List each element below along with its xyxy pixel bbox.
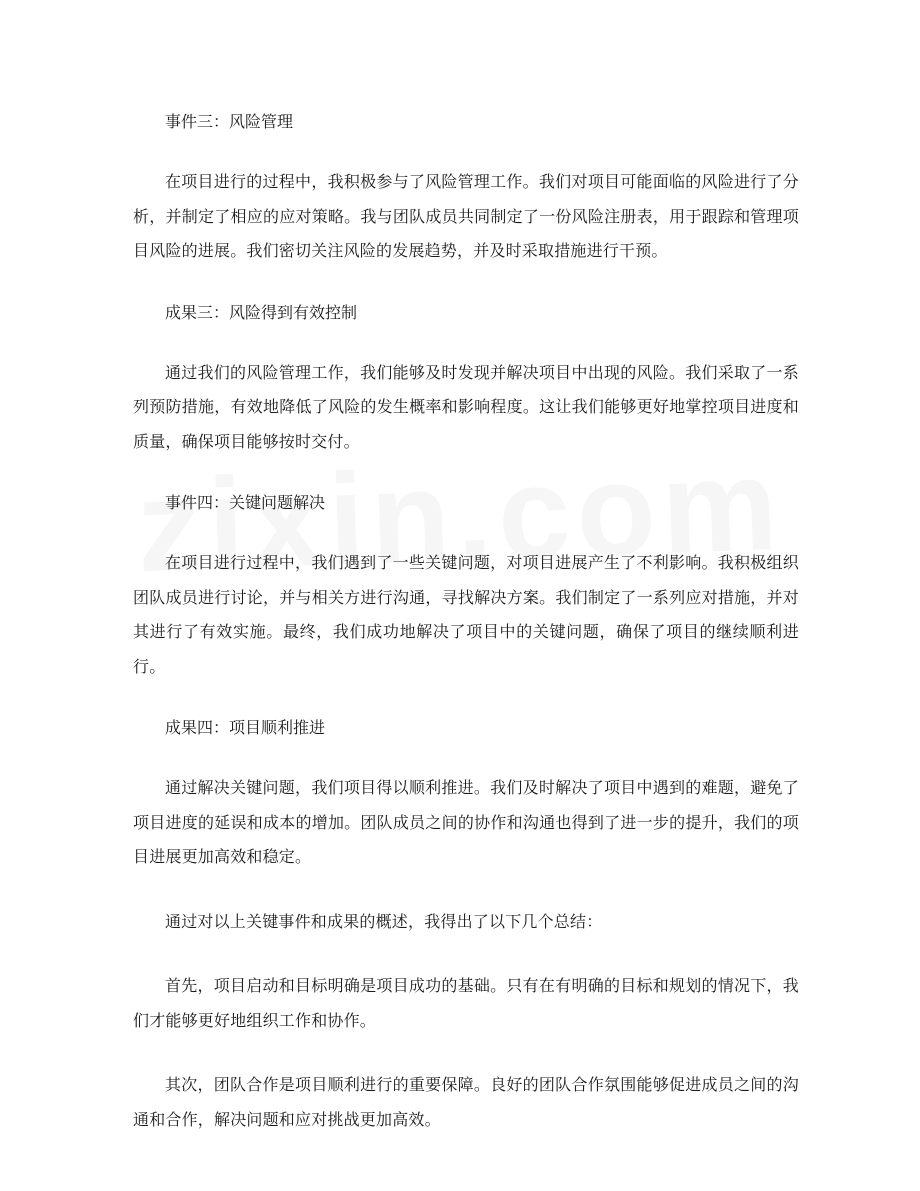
section-heading-event-3: 事件三：风险管理 — [165, 112, 294, 131]
section-heading-result-3: 成果三：风险得到有效控制 — [165, 302, 358, 322]
paragraph-result-3: 通过我们的风险管理工作，我们能够及时发现并解决项目中出现的风险。我们采取了一系列预防措施，有效地降低了风险的发生概率和影响程度。这让我们能够更好地掌控项目进度和质量，确保项目能够按时交付。 — [133, 362, 799, 451]
section-heading-event-4: 事件四：关键问题解决 — [165, 493, 326, 512]
document-body — [133, 107, 799, 1137]
paragraph-summary-intro: 通过对以上关键事件和成果的概述，我得出了以下几个总结： — [165, 911, 603, 931]
paragraph-summary-second: 其次，团队合作是项目顺利进行的重要保障。良好的团队合作氛围能够促进成员之间的沟通和合作，解决问题和应对挑战更加高效。 — [133, 1075, 799, 1129]
section-heading-result-4: 成果四：项目顺利推进 — [165, 718, 326, 737]
paragraph-result-4: 通过解决关键问题，我们项目得以顺利推进。我们及时解决了项目中遇到的难题，避免了项目进度的延误和成本的增加。团队成员之间的协作和沟通也得到了进一步的提升，我们的项目进展更加高效和稳定。 — [133, 778, 799, 866]
paragraph-event-3: 在项目进行的过程中，我积极参与了风险管理工作。我们对项目可能面临的风险进行了分析，并制定了相应的应对策略。我与团队成员共同制定了一份风险注册表，用于跟踪和管理项目风险的进展。我们密切关注风险的发展趋势，并及时采取措施进行干预。 — [133, 172, 799, 260]
paragraph-summary-first: 首先，项目启动和目标明确是项目成功的基础。只有在有明确的目标和规划的情况下，我们才能够更好地组织工作和协作。 — [133, 976, 799, 1030]
paragraph-event-4: 在项目进行过程中，我们遇到了一些关键问题，对项目进展产生了不利影响。我积极组织团队成员进行讨论，并与相关方进行沟通，寻找解决方案。我们制定了一系列应对措施，并对其进行了有效实施。最终，我们成功地解决了项目中的关键问题，确保了项目的继续顺利进行。 — [133, 553, 799, 676]
